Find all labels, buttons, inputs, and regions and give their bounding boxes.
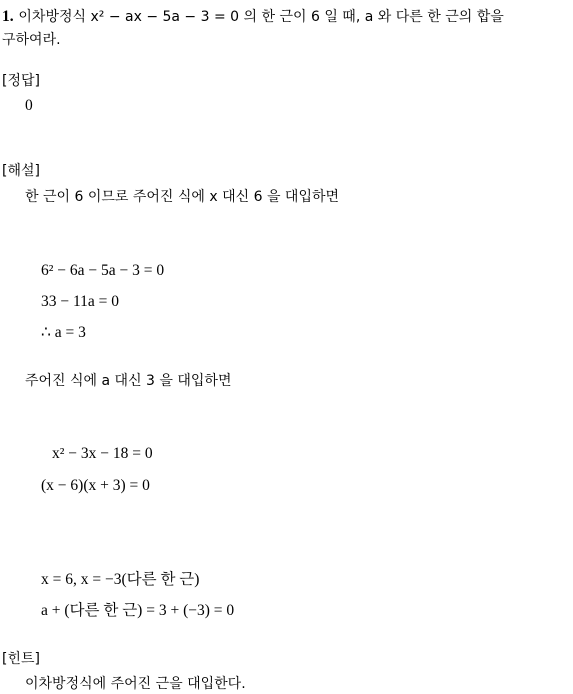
solution-label: [해설] [2,163,40,179]
problem-number: 1. [2,8,14,25]
solution-step-7: a + (다른 한 근) = 3 + (−3) = 0 [41,602,235,619]
solution-step-3: ∴ a = 3 [41,324,86,341]
solution-step-4: x² − 3x − 18 = 0 [52,445,153,462]
hint-label: [힌트] [2,651,40,667]
solution-intro: 한 근이 6 이므로 주어진 식에 x 대신 6 을 대입하면 [25,189,340,205]
answer-label: [정답] [2,73,40,89]
solution-step-1: 6² − 6a − 5a − 3 = 0 [41,262,165,279]
solution-step-2: 33 − 11a = 0 [41,293,120,310]
solution-intro-2: 주어진 식에 a 대신 3 을 대입하면 [25,373,232,389]
problem-text-1: 이차방정식 x² − ax − 5a − 3 = 0 의 한 근이 6 일 때, a 와 다른 한 근의 합을 [18,9,504,25]
solution-step-5: (x − 6)(x + 3) = 0 [41,477,150,494]
hint-text: 이차방정식에 주어진 근을 대입한다. [25,676,246,692]
solution-step-6: x = 6, x = −3(다른 한 근) [41,571,200,588]
answer-value: 0 [25,97,33,114]
problem-line-2: 구하여라. [2,32,61,48]
problem-line-1 [2,6,504,27]
